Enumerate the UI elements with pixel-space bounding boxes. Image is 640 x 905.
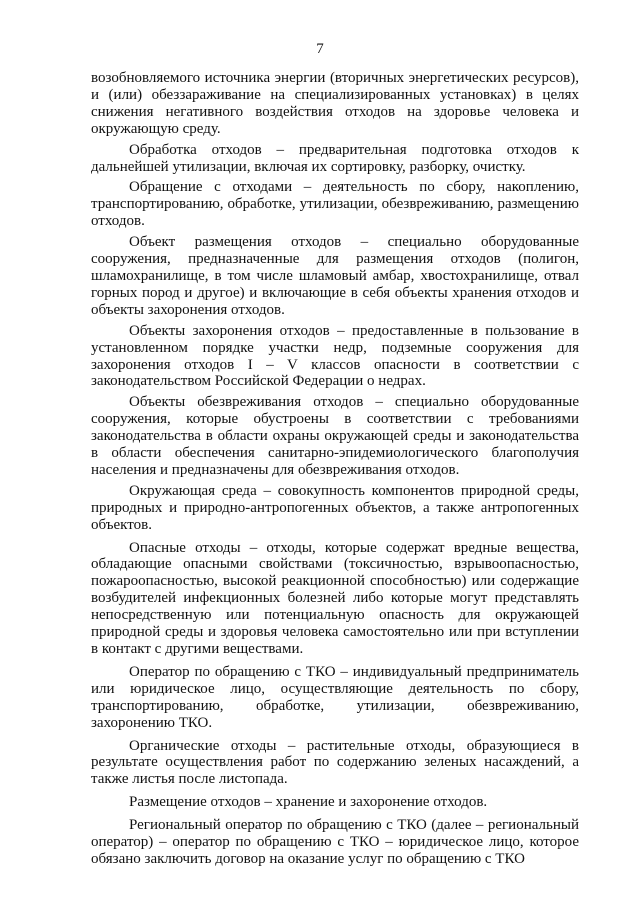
paragraph-regional-operator: Региональный оператор по обращению с ТКО (далее – региональный оператор) – оператор по обращению с ТКО – юридическое лицо, которое обязано заключить договор на оказание услуг по обращению с ТКО (91, 817, 579, 867)
paragraph-waste-burial-objects: Объекты захоронения отходов – предоставленные в пользование в установленном порядке участки недр, подземные сооружения для захоронения отходов I – V классов опасности в соответствии с законодательством Российской Федерации о недрах. (91, 322, 579, 390)
paragraph-hazardous-waste: Опасные отходы – отходы, которые содержат вредные вещества, обладающие опасными свойствами (токсичностью, взрывоопасностью, пожароопасностью, высокой реакционной способностью) или содержащие возбудителей инфекционных болезней либо которые могут представлять непосредственную или потенциальную опасность для окружающей природной среды и здоровья человека самостоятельно или при вступлении в контакт с другими веществами. (91, 539, 579, 657)
paragraph-waste-disposal: Размещение отходов – хранение и захоронение отходов. (129, 794, 488, 811)
page-number: 7 (316, 41, 324, 57)
paragraph-waste-processing: Обработка отходов – предварительная подготовка отходов к дальнейшей утилизации, включая их сортировку, разборку, очистку. (91, 141, 579, 175)
paragraph-waste-neutralization-objects: Объекты обезвреживания отходов – специально оборудованные сооружения, которые обустроены в соответствии с требованиями законодательства в области охраны окружающей среды и законодательства в области обеспечения санитарно-эпидемиологического благополучия населения и предназначены для обезвреживания отходов. (91, 394, 579, 478)
paragraph-waste-handling: Обращение с отходами – деятельность по сбору, накоплению, транспортированию, обработке, утилизации, обезвреживанию, размещению отходов. (91, 179, 579, 230)
paragraph-organic-waste: Органические отходы – растительные отходы, образующиеся в результате осуществления работ по содержанию зеленых насаждений, а также листья после листопада. (91, 737, 579, 788)
paragraph-tko-operator: Оператор по обращению с ТКО – индивидуальный предприниматель или юридическое лицо, осуществляющие деятельность по сбору, транспортированию, обработке, утилизации, обезвреживанию, захоронению ТКО. (91, 663, 579, 731)
paragraph-waste-placement-object: Объект размещения отходов – специально оборудованные сооружения, предназначенные для размещения отходов (полигон, шламохранилище, в том числе шламовый амбар, хвостохранилище, отвал горных пород и другое) и включающие в себя объекты хранения отходов и объекты захоронения отходов. (91, 234, 579, 318)
paragraph-environment: Окружающая среда – совокупность компонентов природной среды, природных и природно-антропогенных объектов, а также антропогенных объектов. (91, 482, 579, 533)
document-body (91, 70, 579, 868)
paragraph-continuation: возобновляемого источника энергии (вторичных энергетических ресурсов), и (или) обеззараживание на специализированных установках) в целях снижения негативного воздействия отходов на здоровье человека и окружающую среду. (91, 70, 579, 137)
